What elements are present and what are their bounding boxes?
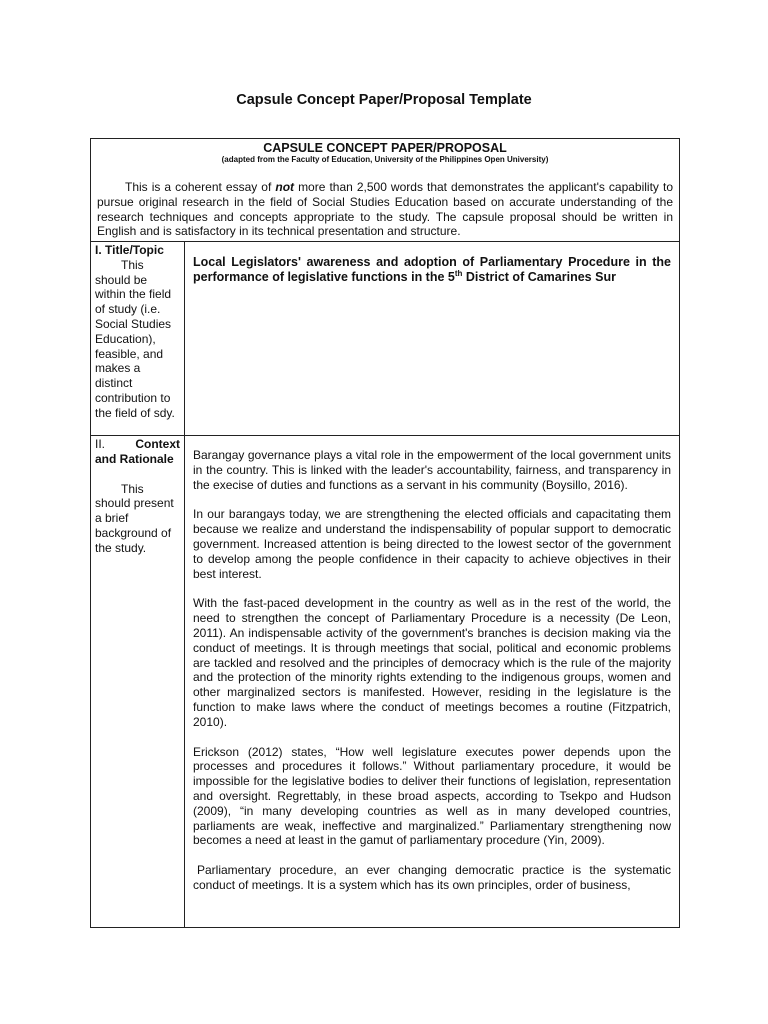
rationale-paragraph: Erickson (2012) states, “How well legislature executes power depends upon the processes and procedures it follows.” Without parliamentary procedure, it would be impossible for the legislative bodies to deliver their functions of legislation, representation and oversight. Regrettably, in these broad aspects, according to Tsekpo and Hudson (2009), “in many developing countries as well as in many developed countries, parliaments are weak, ineffective and marginalized.” Parliamentary strengthening now becomes a need at least in the gamut of parliamentary procedure (Yin, 2009).	[193, 744, 671, 848]
form-header	[91, 139, 679, 242]
form-title: CAPSULE CONCEPT PAPER/PROPOSAL	[263, 141, 507, 155]
section1-label: I. Title/Topic	[95, 243, 164, 257]
form-intro	[97, 180, 673, 239]
page-title: Capsule Concept Paper/Proposal Template	[236, 92, 532, 108]
proposal-form	[90, 138, 680, 928]
section1-label-cell	[91, 242, 185, 435]
section1-description: This should be within the field of study (i.e. Social Studies Education), feasible, and makes a distinct contribution to the field of sdy.	[95, 257, 175, 420]
form-subtitle: (adapted from the Faculty of Education, University of the Philippines Open University)	[221, 155, 549, 164]
section2-label-rest: and Rationale	[95, 451, 174, 466]
section2-label-line	[95, 437, 180, 452]
rationale-paragraph: Barangay governance plays a vital role in the empowerment of the local government units in the country. This is linked with the leader's accountability, fairness, and transparency in the execise of duties and functions as a servant in his community (Boysillo, 2016).	[193, 448, 671, 492]
section-title-topic	[91, 242, 679, 436]
section2-label-num: II.	[95, 437, 106, 451]
section2-label-word: Context	[135, 437, 180, 451]
rationale-paragraph: With the fast-paced development in the country as well as in the rest of the world, the need to strengthen the concept of Parliamentary Procedure is a necessity (De Leon, 2011). An indispensable activity of the government's branches is decision making via the conduct of meetings. It is through meetings that social, political and economic problems are tackled and resolved and the principles of democracy which is the rule of the majority and the protection of the minority rights extending to the indigenous groups, women and other marginalized sectors is manifested. However, residing in the legislature is the function to make laws where the conduct of meetings becomes a routine (Fitzpatrich, 2010).	[193, 596, 671, 729]
intro-text-end: more than 2,500 words that demonstrates the applicant's capability to pursue original research in the field of Social Studies Education based on accurate understanding of the research techniques and concepts appropriate to the study. The capsule proposal should be written in English and is satisfactory in its technical presentation and structure.	[97, 180, 673, 239]
section2-content-cell	[185, 436, 679, 927]
section-context-rationale	[91, 436, 679, 927]
intro-emphasis: not	[275, 180, 295, 194]
research-title-sup: th	[454, 268, 463, 278]
research-title-end: District of Camarines Sur	[462, 270, 616, 284]
section1-content-cell	[185, 242, 679, 435]
research-title	[193, 255, 671, 285]
research-title-start: Local Legislators' awareness and adoption of Parliamentary Procedure in the performance of legislative functions in the 5	[193, 255, 671, 284]
rationale-paragraph: In our barangays today, we are strengthening the elected officials and capacitating them because we realize and understand the indispensability of popular support to democratic government. Increased attention is being directed to the lowest sector of the government to develop among the people confidence in their capacity to achieve objectives in their best interest.	[193, 507, 671, 581]
section2-label-cell	[91, 436, 185, 927]
intro-text-start: This is a coherent essay of	[125, 180, 276, 194]
section2-description: This should present a brief background of the study.	[95, 481, 174, 555]
rationale-paragraph: Parliamentary procedure, an ever changing democratic practice is the systematic conduct of meetings. It is a system which has its own principles, order of business,	[193, 863, 671, 892]
